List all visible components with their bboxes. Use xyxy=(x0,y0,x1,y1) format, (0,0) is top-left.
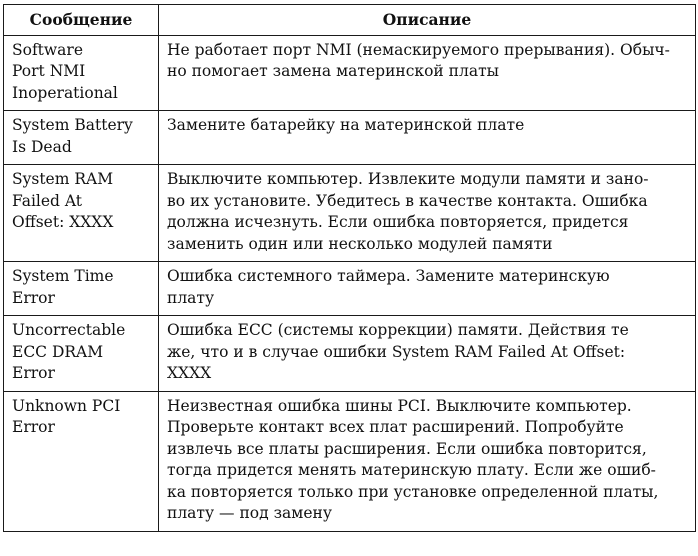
table-row xyxy=(4,391,696,531)
description-line: ка повторяется только при установке определенной платы, xyxy=(167,482,659,501)
description-line: должна исчезнуть. Если ошибка повторяется, придется xyxy=(167,213,629,231)
table-header-row xyxy=(4,5,696,36)
description-cell xyxy=(159,391,696,531)
message-line: Error xyxy=(12,288,55,307)
description-line: же, что и в случае ошибки System RAM Failed At Offset: xyxy=(167,342,626,361)
message-line: Is Dead xyxy=(12,137,72,156)
table-row xyxy=(4,316,696,392)
description-cell xyxy=(159,165,696,262)
message-cell xyxy=(4,262,159,316)
message-line: Port NMI xyxy=(12,62,86,80)
description-line: Не работает порт NMI (немаскируемого прерывания). Обыч- xyxy=(167,40,670,59)
message-cell xyxy=(4,111,159,165)
message-line: Offset: XXXX xyxy=(12,213,114,231)
message-line: Uncorrectable xyxy=(12,321,126,339)
description-line: Ошибка ECC (системы коррекции) памяти. Действия те xyxy=(167,321,629,339)
description-line: заменить один или несколько модулей памяти xyxy=(167,234,553,253)
message-line: Inoperational xyxy=(12,83,118,102)
message-line: Error xyxy=(12,364,55,382)
message-line: System Battery xyxy=(12,116,133,134)
description-line: тогда придется менять материнскую плату. Если же ошиб- xyxy=(167,461,656,479)
header-description: Описание xyxy=(159,5,696,36)
message-line: Error xyxy=(12,418,55,436)
message-line: Software xyxy=(12,40,84,59)
message-cell xyxy=(4,391,159,531)
message-cell xyxy=(4,316,159,392)
message-line: Failed At xyxy=(12,191,83,210)
message-line: Unknown PCI xyxy=(12,396,121,415)
description-cell xyxy=(159,111,696,165)
message-cell xyxy=(4,35,159,111)
description-line: плату xyxy=(167,288,215,307)
description-cell xyxy=(159,316,696,392)
header-message: Сообщение xyxy=(4,5,159,36)
message-cell xyxy=(4,165,159,262)
description-line: Выключите компьютер. Извлеките модули памяти и зано- xyxy=(167,170,649,188)
table-row xyxy=(4,35,696,111)
description-line: Ошибка системного таймера. Замените материнскую xyxy=(167,267,610,285)
description-line: Неизвестная ошибка шины PCI. Выключите компьютер. xyxy=(167,396,632,415)
table-row xyxy=(4,262,696,316)
description-cell xyxy=(159,35,696,111)
description-line: Замените батарейку на материнской плате xyxy=(167,116,525,134)
table-row xyxy=(4,165,696,262)
message-line: System RAM xyxy=(12,170,114,188)
description-line: во их установите. Убедитесь в качестве контакта. Ошибка xyxy=(167,191,648,210)
description-line: XXXX xyxy=(167,364,212,382)
description-line: Проверьте контакт всех плат расширений. Попробуйте xyxy=(167,418,624,436)
description-line: извлечь все платы расширения. Если ошибка повторится, xyxy=(167,439,647,458)
message-line: ECC DRAM xyxy=(12,342,104,361)
description-cell xyxy=(159,262,696,316)
description-line: плату — под замену xyxy=(167,504,332,522)
message-line: System Time xyxy=(12,267,114,285)
table-row xyxy=(4,111,696,165)
description-line: но помогает замена материнской платы xyxy=(167,62,500,80)
error-messages-table xyxy=(3,4,696,532)
